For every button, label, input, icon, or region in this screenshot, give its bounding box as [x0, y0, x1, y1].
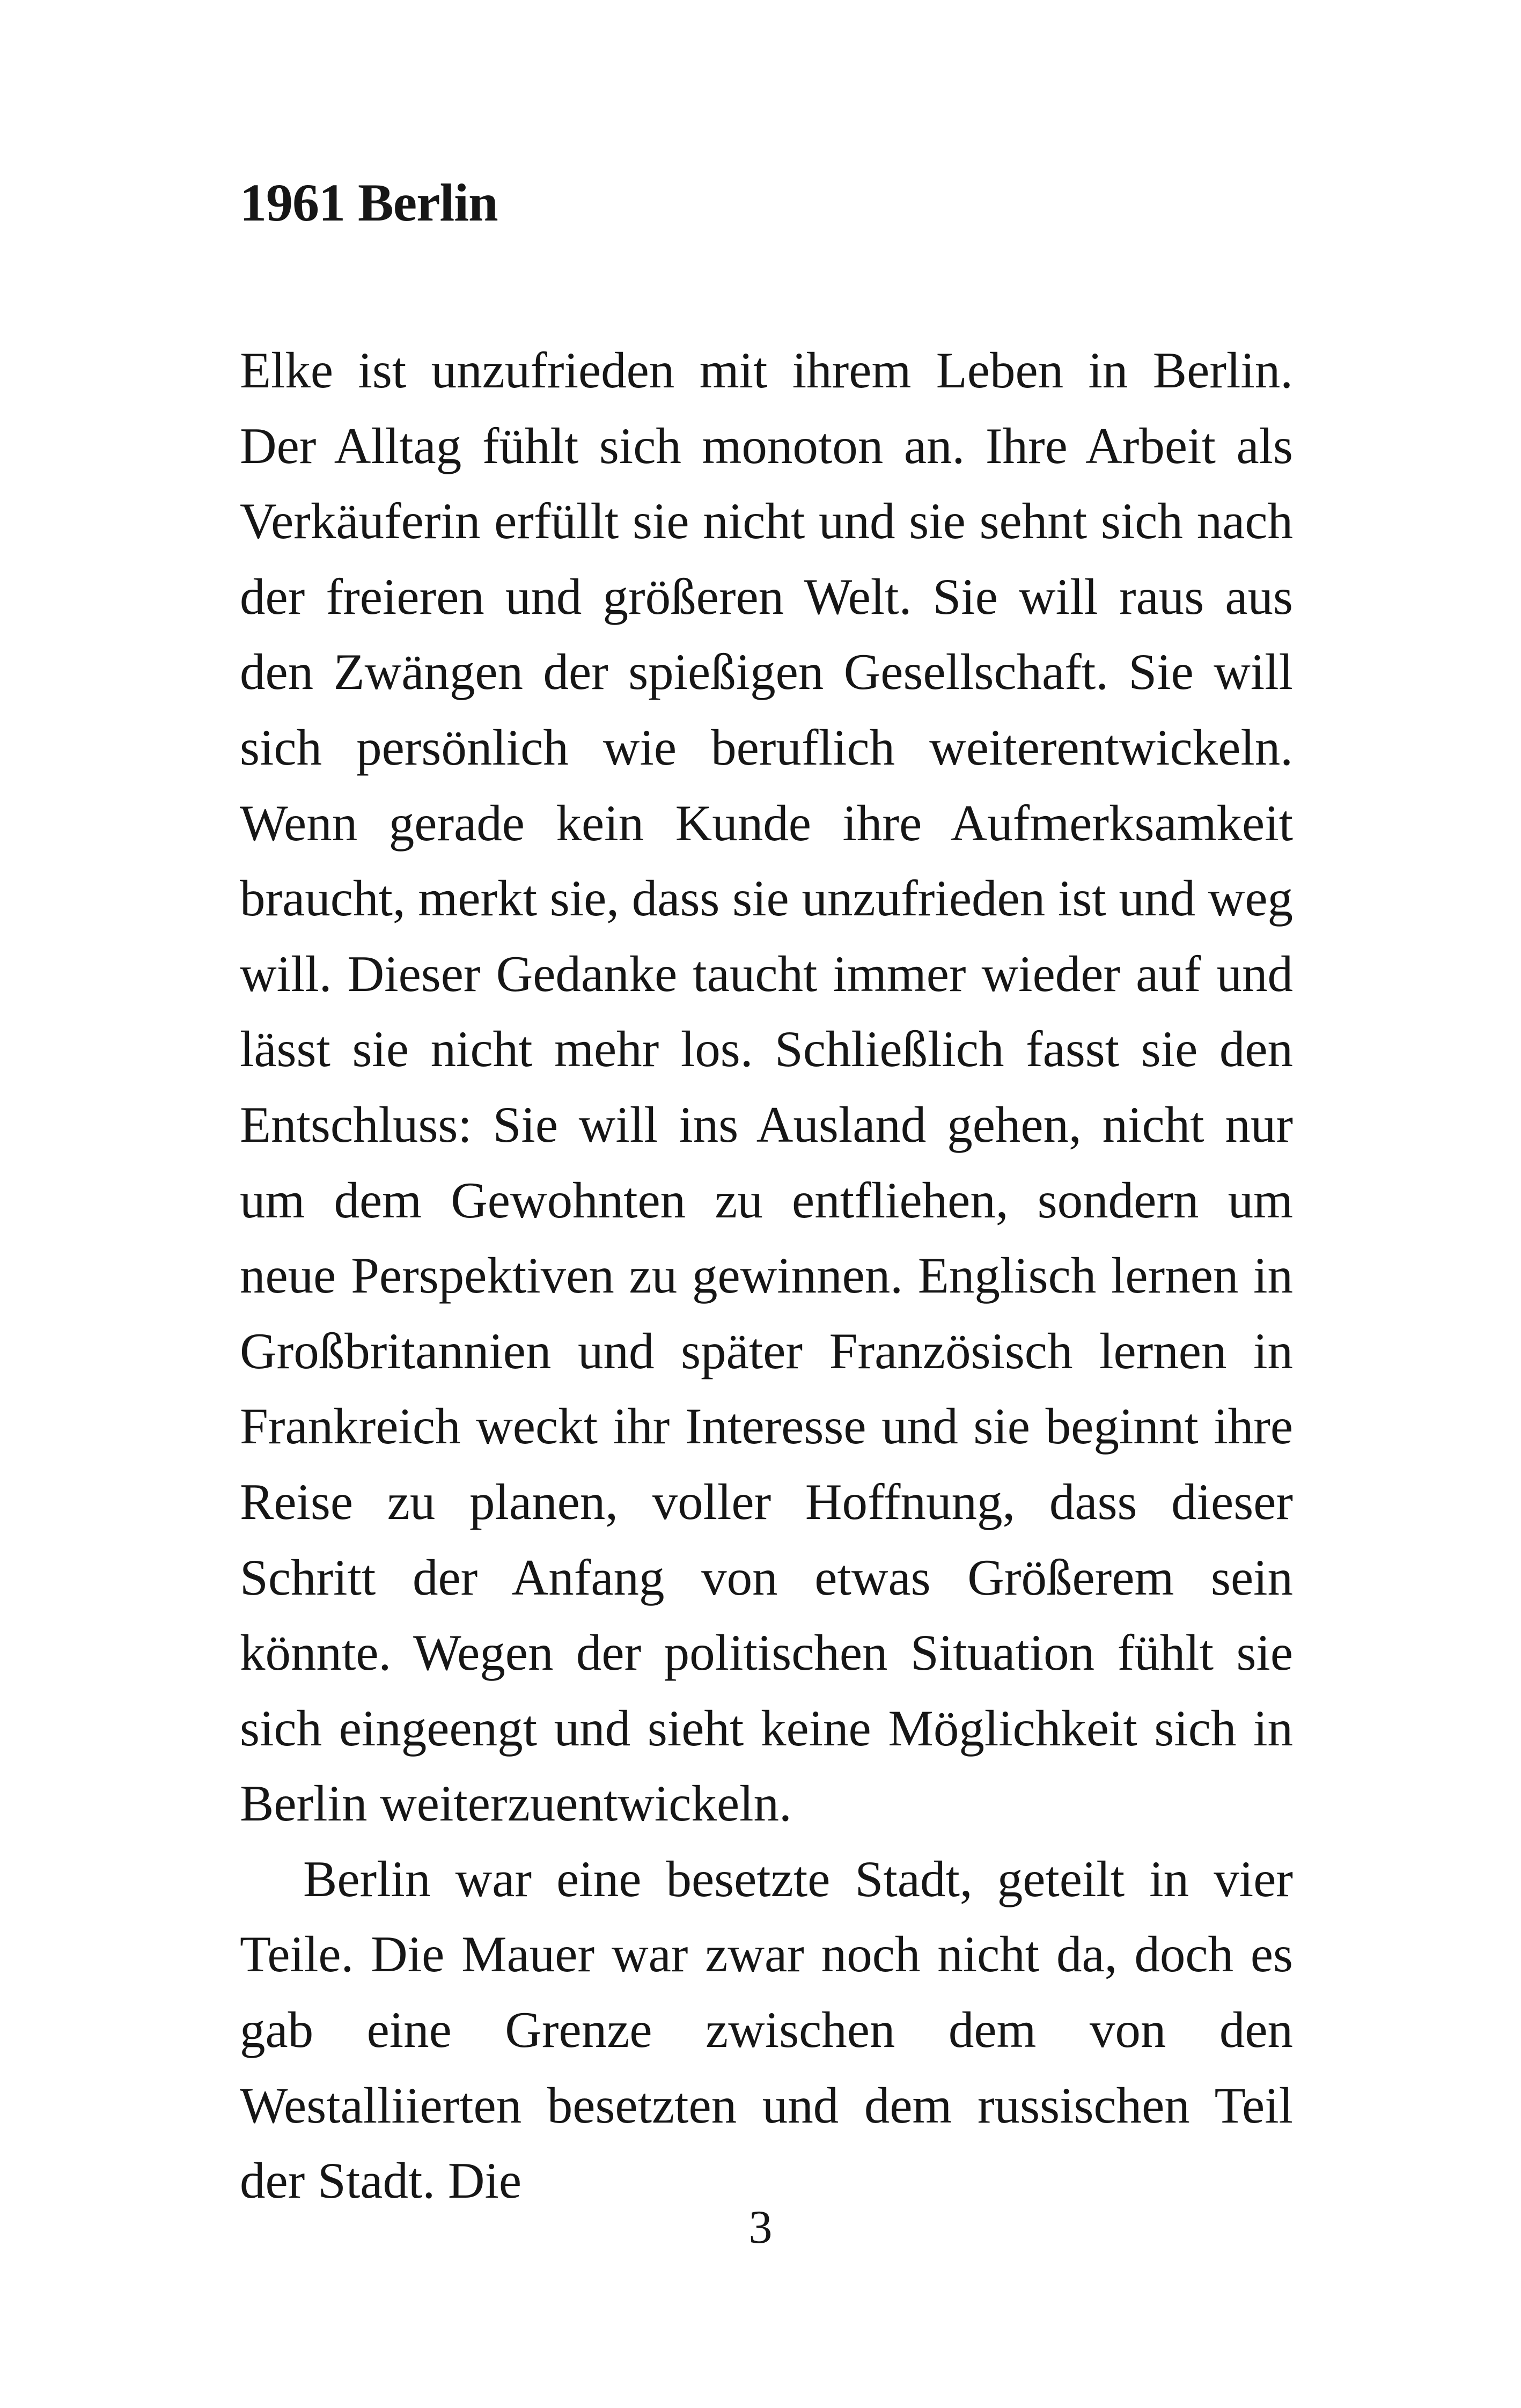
page-number: 3 — [748, 2201, 773, 2253]
body-text — [240, 333, 1293, 2219]
paragraph-1: Elke ist unzufrieden mit ihrem Leben in Berlin. Der Alltag fühlt sich monoton an. Ihre Arbeit als Verkäuferin erfüllt sie nicht und sie sehnt sich nach der freieren und größeren Welt. Sie will raus aus den Zwängen der spießigen Gesellschaft. Sie will sich persönlich wie beruflich weiterentwickeln. Wenn gerade kein Kunde ihre Aufmerksamkeit braucht, merkt sie, dass sie unzufrieden ist und weg will. Dieser Gedanke taucht immer wieder auf und lässt sie nicht mehr los. Schließlich fasst sie den Entschluss: Sie will ins Ausland gehen, nicht nur um dem Gewohnten zu entfliehen, sondern um neue Perspektiven zu gewinnen. Englisch lernen in Großbritannien und später Französisch lernen in Frankreich weckt ihr Interesse und sie beginnt ihre Reise zu planen, voller Hoffnung, dass dieser Schritt der Anfang von etwas Größerem sein könnte. Wegen der politischen Situation fühlt sie sich eingeengt und sieht keine Möglichkeit sich in Berlin weiterzuentwickeln. — [240, 342, 1293, 1832]
chapter-heading: 1961 Berlin — [240, 173, 498, 232]
paragraph-2: Berlin war eine besetzte Stadt, geteilt in vier Teile. Die Mauer war zwar noch nicht da, doch es gab eine Grenze zwischen dem von den Westalliierten besetzten und dem russischen Teil der Stadt. Die — [240, 1850, 1293, 2209]
